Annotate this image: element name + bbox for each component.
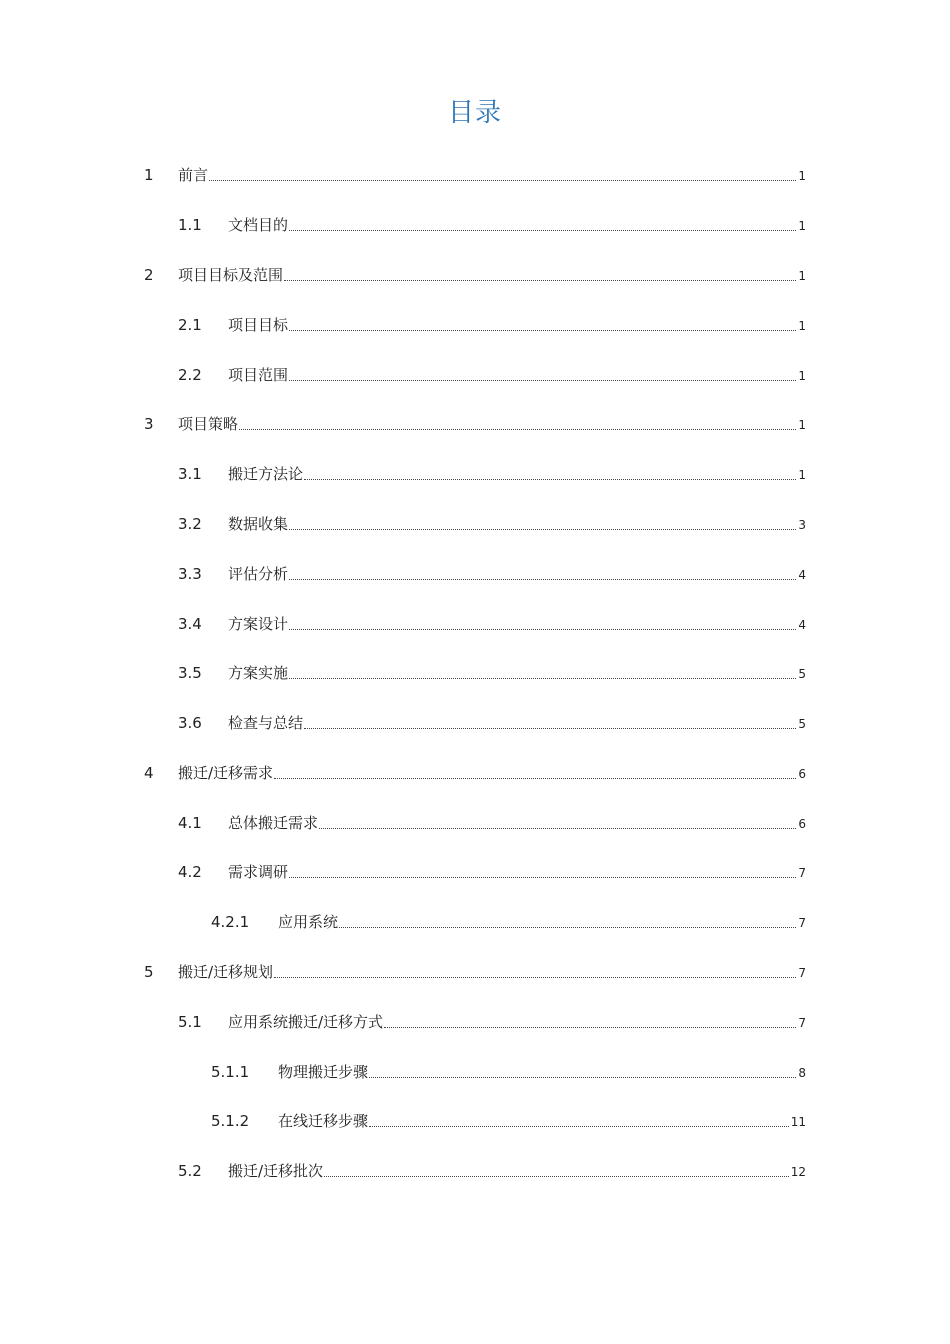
toc-entry-page: 7: [798, 916, 806, 930]
toc-entry-page: 1: [798, 269, 806, 283]
toc-entry-number: 5.2: [178, 1162, 202, 1180]
toc-entry-3-6[interactable]: [178, 709, 806, 733]
toc-entry-5-1[interactable]: [178, 1008, 806, 1032]
toc-entry-page: 1: [798, 169, 806, 183]
toc-entry-text: 在线迁移步骤: [278, 1112, 369, 1130]
toc-entry-text: 方案设计: [228, 615, 289, 633]
toc-entry-3-5[interactable]: [178, 659, 806, 683]
toc-dot-leader: [289, 529, 796, 530]
toc-entry-number: 3.2: [178, 515, 202, 533]
toc-entry-number: 5.1.1: [211, 1063, 250, 1081]
toc-entry-page: 1: [798, 369, 806, 383]
toc-entry-number: 3.4: [178, 615, 202, 633]
toc-entry-text: 项目目标: [228, 316, 289, 334]
toc-entry-page: 7: [798, 966, 806, 980]
toc-dot-leader: [289, 579, 796, 580]
toc-entry-text: 应用系统: [278, 913, 339, 931]
toc-entry-4-2[interactable]: [178, 858, 806, 882]
toc-entry-text: 前言: [178, 166, 209, 184]
toc-entry-2-1[interactable]: [178, 311, 806, 335]
toc-entry-text: 文档目的: [228, 216, 289, 234]
toc-entry-text: 项目目标及范围: [178, 266, 284, 284]
toc-entry-number: 2: [144, 266, 154, 284]
toc-dot-leader: [369, 1077, 796, 1078]
toc-dot-leader: [239, 429, 796, 430]
toc-entry-text: 项目策略: [178, 415, 239, 433]
toc-entry-1-1[interactable]: [178, 211, 806, 235]
toc-entry-text: 方案实施: [228, 664, 289, 682]
toc-entry-number: 1.1: [178, 216, 202, 234]
toc-entry-page: 7: [798, 866, 806, 880]
toc-entry-text: 需求调研: [228, 863, 289, 881]
toc-entry-text: 评估分析: [228, 565, 289, 583]
toc-entry-number: 5.1.2: [211, 1112, 250, 1130]
toc-entry-text: 搬迁/迁移规划: [178, 963, 274, 981]
toc-dot-leader: [324, 1176, 789, 1177]
toc-entry-3-2[interactable]: [178, 510, 806, 534]
toc-entry-3-4[interactable]: [178, 610, 806, 634]
toc-entry-number: 3.5: [178, 664, 202, 682]
toc-entry-page: 4: [798, 568, 806, 582]
toc-entry-page: 1: [798, 418, 806, 432]
toc-entry-page: 1: [798, 219, 806, 233]
toc-entry-number: 4.2.1: [211, 913, 250, 931]
toc-entry-4-1[interactable]: [178, 809, 806, 833]
toc-entry-1[interactable]: [144, 161, 806, 185]
toc-entry-page: 8: [798, 1066, 806, 1080]
toc-entry-4-2-1[interactable]: [211, 908, 806, 932]
toc-entry-page: 6: [798, 817, 806, 831]
toc-entry-page: 1: [798, 468, 806, 482]
toc-dot-leader: [319, 828, 796, 829]
toc-entry-page: 4: [798, 618, 806, 632]
toc-dot-leader: [209, 180, 796, 181]
toc-dot-leader: [339, 927, 796, 928]
toc-entry-text: 物理搬迁步骤: [278, 1063, 369, 1081]
toc-entry-4[interactable]: [144, 759, 806, 783]
toc-entry-text: 检查与总结: [228, 714, 304, 732]
toc-entry-page: 5: [798, 667, 806, 681]
toc-entry-number: 3.3: [178, 565, 202, 583]
toc-entry-number: 4: [144, 764, 154, 782]
toc-dot-leader: [289, 629, 796, 630]
toc-dot-leader: [284, 280, 796, 281]
toc-entry-page: 12: [790, 1165, 806, 1179]
toc-dot-leader: [289, 678, 796, 679]
toc-dot-leader: [369, 1126, 789, 1127]
toc-entry-text: 总体搬迁需求: [228, 814, 319, 832]
toc-entry-3-1[interactable]: [178, 460, 806, 484]
toc-entry-page: 3: [798, 518, 806, 532]
toc-entry-page: 7: [798, 1016, 806, 1030]
toc-entry-number: 4.2: [178, 863, 202, 881]
toc-entry-page: 11: [790, 1115, 806, 1129]
toc-entry-5-2[interactable]: [178, 1157, 806, 1181]
toc-entry-text: 搬迁/迁移批次: [228, 1162, 324, 1180]
toc-entry-number: 2.1: [178, 316, 202, 334]
toc-entry-3-3[interactable]: [178, 560, 806, 584]
toc-entry-page: 5: [798, 717, 806, 731]
toc-dot-leader: [289, 330, 796, 331]
toc-entry-number: 3: [144, 415, 154, 433]
toc-entry-number: 2.2: [178, 366, 202, 384]
toc-entry-2[interactable]: [144, 261, 806, 285]
toc-entry-page: 1: [798, 319, 806, 333]
toc-entry-number: 5: [144, 963, 154, 981]
toc-entry-text: 应用系统搬迁/迁移方式: [228, 1013, 384, 1031]
toc-dot-leader: [289, 877, 796, 878]
toc-entry-text: 搬迁/迁移需求: [178, 764, 274, 782]
toc-dot-leader: [274, 778, 796, 779]
toc-dot-leader: [289, 380, 796, 381]
toc-entry-number: 5.1: [178, 1013, 202, 1031]
toc-entry-number: 1: [144, 166, 154, 184]
toc-entry-text: 搬迁方法论: [228, 465, 304, 483]
toc-dot-leader: [304, 728, 796, 729]
toc-entry-5[interactable]: [144, 958, 806, 982]
toc-entry-number: 3.6: [178, 714, 202, 732]
toc-entry-text: 项目范围: [228, 366, 289, 384]
toc-dot-leader: [304, 479, 796, 480]
toc-title: 目录: [447, 98, 502, 128]
toc-dot-leader: [289, 230, 796, 231]
toc-entry-5-1-2[interactable]: [211, 1107, 806, 1131]
toc-entry-2-2[interactable]: [178, 361, 806, 385]
toc-entry-number: 4.1: [178, 814, 202, 832]
toc-dot-leader: [274, 977, 796, 978]
toc-entry-page: 6: [798, 767, 806, 781]
toc-dot-leader: [384, 1027, 796, 1028]
toc-entry-5-1-1[interactable]: [211, 1058, 806, 1082]
toc-entry-text: 数据收集: [228, 515, 289, 533]
toc-entry-3[interactable]: [144, 410, 806, 434]
toc-entry-number: 3.1: [178, 465, 202, 483]
